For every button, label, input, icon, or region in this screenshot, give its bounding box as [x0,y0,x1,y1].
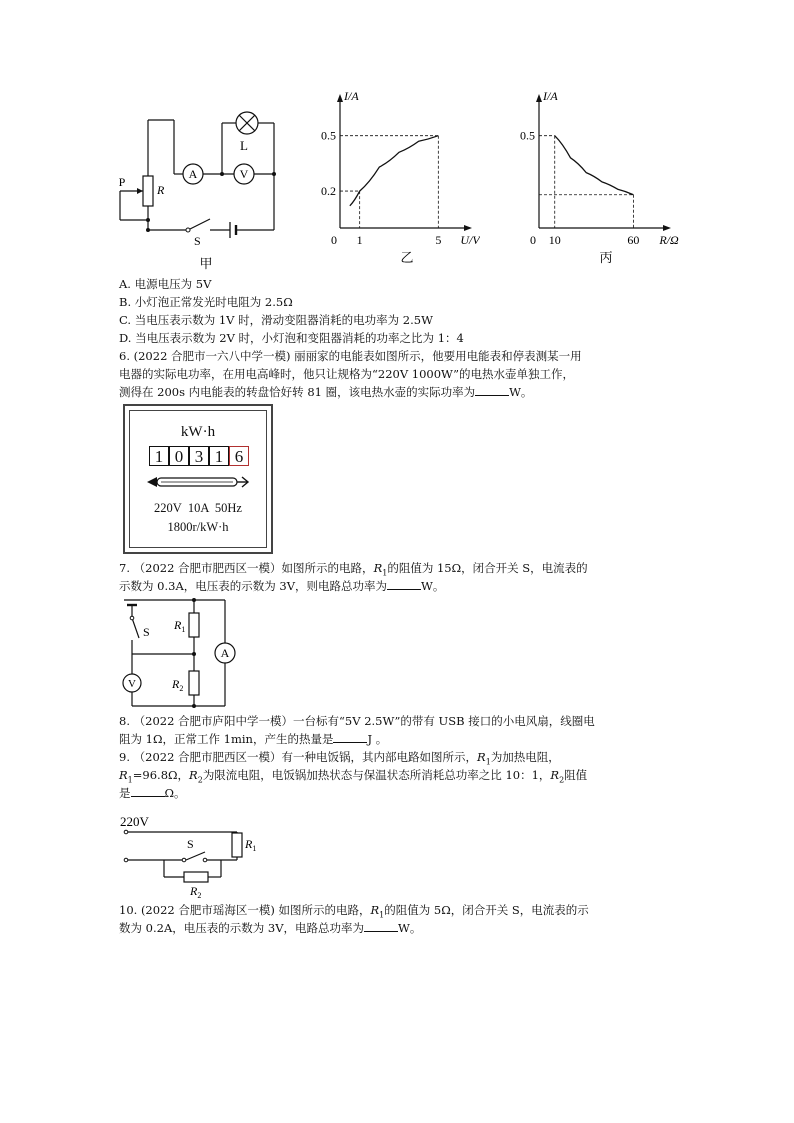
q7-ammeter-label: A [220,646,230,660]
figure-caption: 乙 [400,250,414,265]
x-tick-label: 0 [331,233,337,247]
option-a: A. 电源电压为 5V [119,277,212,291]
q10-line2: 数为 0.2A，电压表的示数为 3V，电路总功率为 W。 [119,921,422,935]
x-axis-label: U/V [460,233,480,247]
meter-digit: 0 [169,446,189,466]
x-tick-label: 1 [356,233,363,247]
y-tick-label: 0.5 [520,128,535,143]
q8-line1: 8. （2022 合肥市庐阳中学一模）一台标有“5V 2.5W”的带有 USB 接口的小电风扇，线圈电 [119,714,595,728]
q7-voltmeter-label: V [128,678,136,690]
meter-spec-constant: 1800r/kW·h [167,520,229,534]
y-axis-label: I/A [344,92,359,103]
q9-line1: 9. （2022 合肥市肥西区一模）有一种电饭锅，其内部电路如图所示，$R_1$为加热电阻， [119,750,560,767]
option-b: B. 小灯泡正常发光时电阻为 2.5Ω [119,295,293,309]
meter-dial-icon [147,474,251,490]
figure-bing-graph [505,92,680,272]
series-line [350,136,438,206]
q7-line1: 7. （2022 合肥市肥西区一模）如图所示的电路，$R_1$的阻值为 15Ω，闭合开关 S，电流表的 [119,561,588,578]
slider-label: P [118,175,126,189]
q9-r1-label: $R_1$ [245,837,257,853]
meter-spec-rating: 220V 10A 50Hz [154,501,242,515]
rheostat-label: R [157,183,165,197]
figure-yi-graph [310,92,480,272]
y-tick-label: 0.2 [321,184,336,199]
y-axis-arrow-icon [337,94,343,102]
meter-unit: kW·h [180,424,216,440]
energy-meter [123,404,273,554]
q6-line1: 6. (2022 合肥市一六八中学一模) 丽丽家的电能表如图所示，他要用电能表和停表测某一用 [119,349,582,363]
figure-q9-circuit [114,810,264,900]
figure-caption: 丙 [599,250,613,265]
x-axis-arrow-icon [663,225,671,231]
answer-blank[interactable] [131,785,165,797]
answer-blank[interactable] [333,731,367,743]
series-line [555,136,634,195]
x-tick-label: 60 [627,233,640,247]
option-d: D. 当电压表示数为 2V 时，小灯泡和变阻器消耗的功率之比为 1：4 [119,331,464,345]
meter-digit: 3 [189,446,209,466]
switch-label: S [194,234,201,248]
answer-blank[interactable] [387,578,421,590]
q7-line2: 示数为 0.3A，电压表的示数为 3V，则电路总功率为 W。 [119,579,445,593]
meter-digit: 1 [149,446,169,466]
q8-line2: 阻为 1Ω，正常工作 1min，产生的热量是 J 。 [119,732,388,746]
answer-blank[interactable] [364,920,398,932]
meter-digits [149,446,249,466]
q9-switch-label: S [187,837,194,851]
answer-blank[interactable] [475,384,509,396]
voltmeter-label: V [239,167,249,181]
lamp-label: L [240,138,248,153]
q6-line3: 测得在 200s 内电能表的转盘恰好转 81 圈，该电热水壶的实际功率为 W。 [119,385,533,399]
y-axis-arrow-icon [536,94,542,102]
q7-r2-label: $R_2$ [172,677,184,693]
x-tick-label: 10 [548,233,561,247]
q9-voltage-label: 220V [120,814,149,829]
option-c: C. 当电压表示数为 1V 时，滑动变阻器消耗的电功率为 2.5W [119,313,433,327]
x-axis-arrow-icon [464,225,472,231]
x-tick-label: 0 [530,233,536,247]
ammeter-label: A [188,167,198,181]
q9-line3: 是 Ω。 [119,786,186,800]
y-axis-label: I/A [543,92,558,103]
q10-line1: 10. (2022 合肥市瑶海区一模) 如图所示的电路，$R_1$的阻值为 5Ω，闭合开关 S，电流表的示 [119,903,589,920]
y-tick-label: 0.5 [321,128,336,143]
q6-line2: 电器的实际电功率，在用电高峰时，他只让规格为“220V 1000W”的电热水壶单独工作， [119,367,574,381]
meter-digit: 1 [209,446,229,466]
x-tick-label: 5 [435,233,442,247]
q9-r2-label: $R_2$ [190,884,202,900]
meter-digit-decimal: 6 [229,446,249,466]
x-axis-label: R/Ω [659,233,679,247]
figure-jia-caption: 甲 [199,256,213,271]
figure-q7-circuit [112,596,242,710]
figure-jia-circuit [112,104,292,274]
q7-switch-label: S [143,625,150,639]
q9-line2: $R_1=96.8\Omega$，$R_2$为限流电阻，电饭锅加热状态与保温状态所消耗总功率之比 10：1，$R_2$阻值 [119,768,588,785]
q7-r1-label: $R_1$ [174,618,186,634]
